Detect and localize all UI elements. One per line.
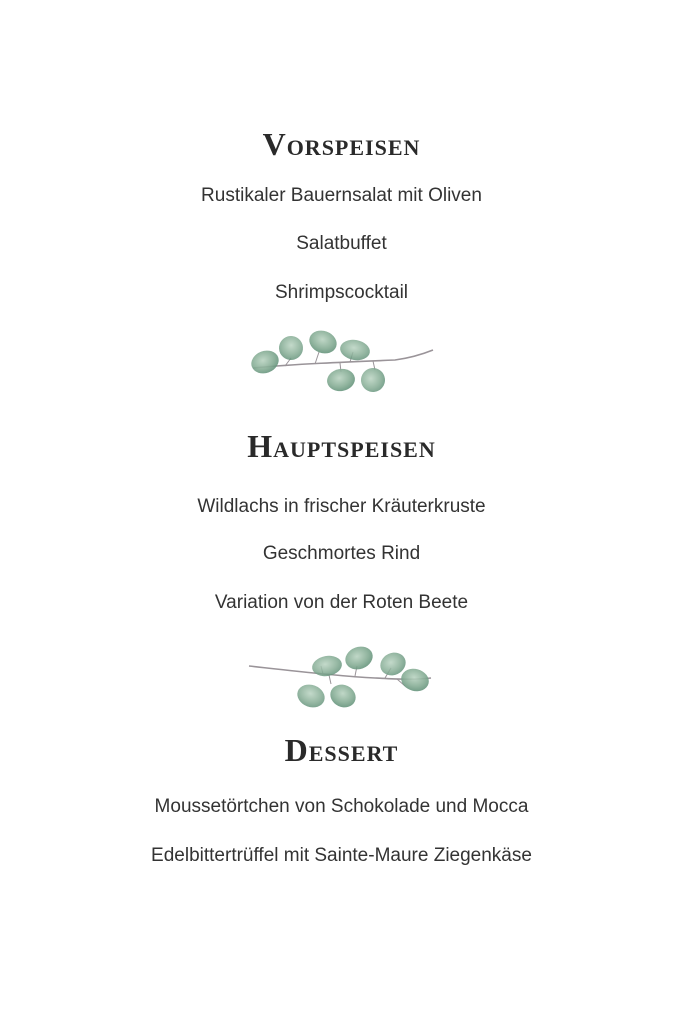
eucalyptus-sprig-icon [245, 638, 437, 716]
section-title-dessert: Dessert [284, 732, 399, 768]
menu-item: Shrimpscocktail [274, 282, 409, 303]
menu-item: Geschmortes Rind [262, 543, 421, 564]
menu-item: Variation von der Roten Beete [214, 592, 469, 613]
menu-item: Wildlachs in frischer Kräuterkruste [197, 496, 486, 517]
menu-item: Rustikaler Bauernsalat mit Oliven [201, 185, 482, 206]
menu-item: Salatbuffet [296, 233, 387, 254]
eucalyptus-sprig-icon [245, 322, 437, 400]
menu-item: Edelbittertrüffel mit Sainte-Maure Ziegenkäse [151, 845, 532, 866]
section-title-vorspeisen: Vorspeisen [262, 126, 421, 162]
menu-item: Moussetörtchen von Schokolade und Mocca [154, 796, 529, 817]
section-title-hauptspeisen: Hauptspeisen [247, 428, 436, 464]
